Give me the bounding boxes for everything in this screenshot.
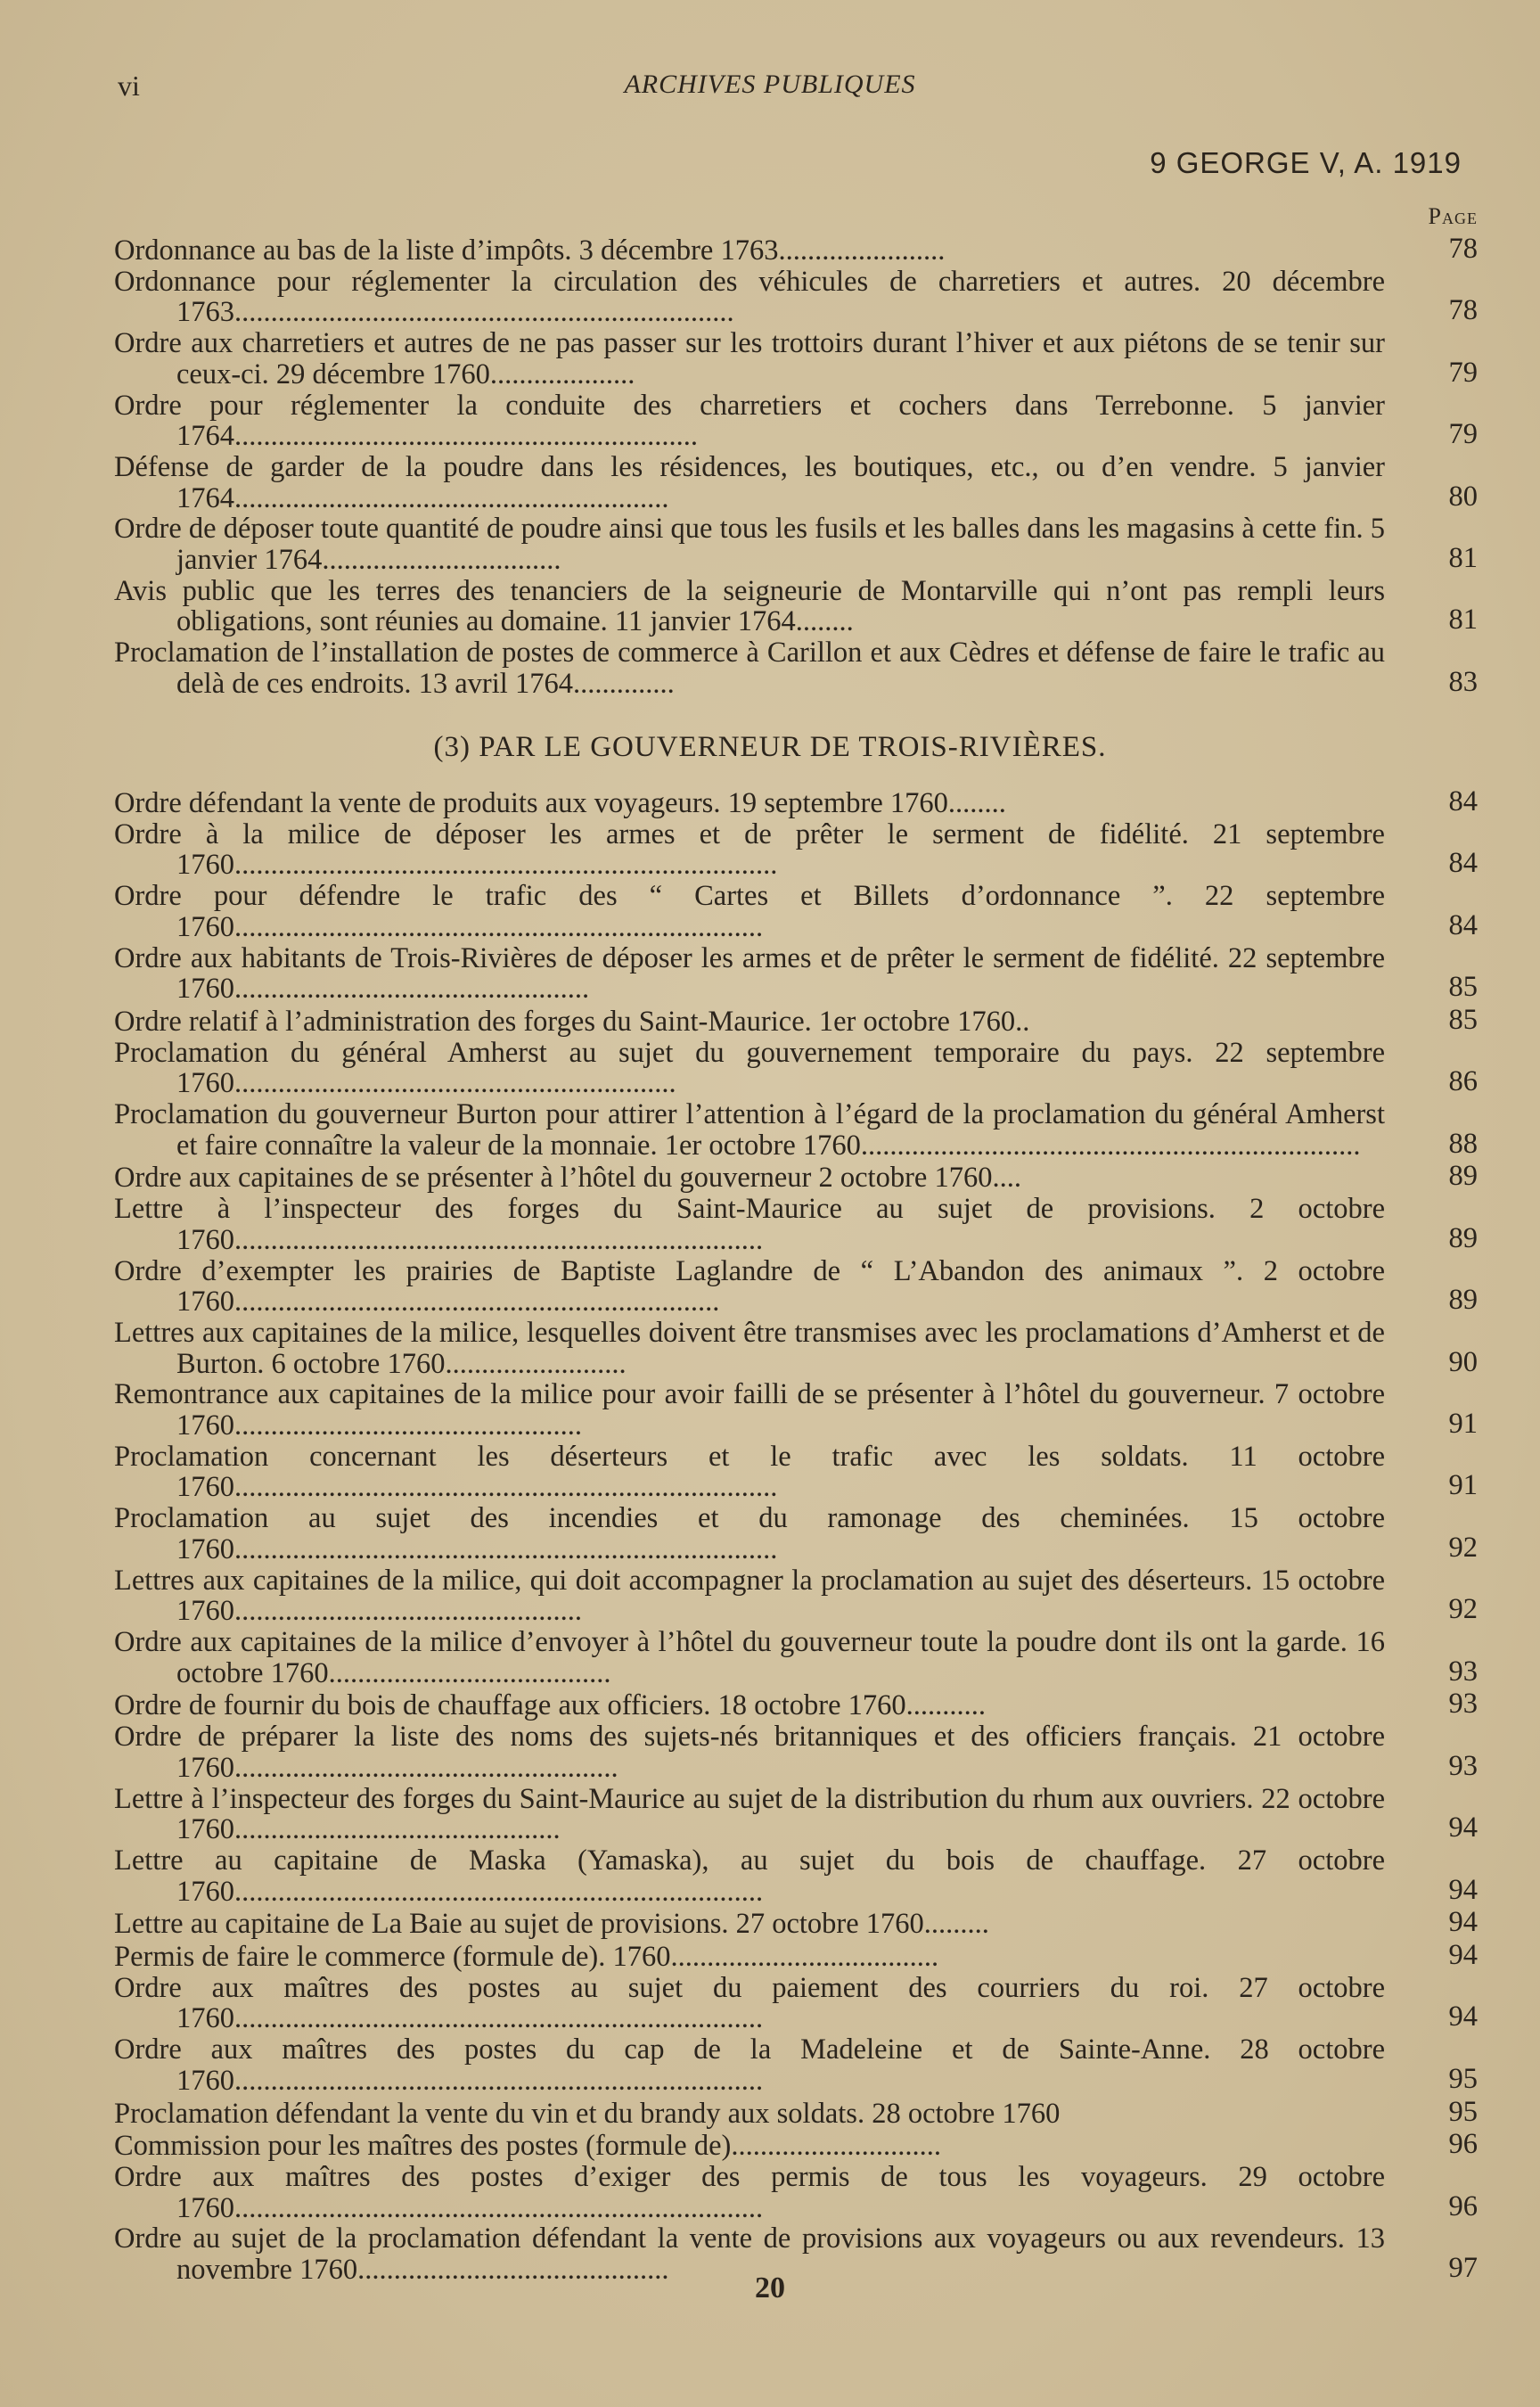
entry-page-number: 84 <box>1448 908 1478 941</box>
entry-page-number: 91 <box>1448 1469 1478 1502</box>
entry-text: Ordre à la milice de déposer les armes et de prêter le serment de fidélité. 21 septembre 1760........................................................................... <box>114 817 1385 882</box>
toc-entry <box>114 2129 1478 2162</box>
toc-entry <box>114 1721 1478 1783</box>
toc-entry <box>114 786 1478 819</box>
entry-text: Ordre défendant la vente de produits aux voyageurs. 19 septembre 1760........ <box>114 787 1006 819</box>
entry-page-number: 79 <box>1448 356 1478 389</box>
toc-entry <box>114 1005 1478 1038</box>
entry-page-number: 94 <box>1448 1939 1478 1972</box>
entry-page-number: 85 <box>1448 971 1478 1004</box>
entry-text: Ordre aux maîtres des postes d’exiger des permis de tous les voyageurs. 29 octobre 1760......................................................................... <box>114 2160 1385 2224</box>
entry-text: Ordre aux maîtres des postes au sujet du paiement des courriers du roi. 27 octobre 1760......................................................................... <box>114 1971 1385 2035</box>
toc-entry <box>114 2162 1478 2223</box>
entry-text: Ordre de fournir du bois de chauffage aux officiers. 18 octobre 1760........... <box>114 1689 987 1722</box>
entry-text: Proclamation de l’installation de postes de commerce à Carillon et aux Cèdres et défense de faire le trafic au delà de ces endroits. 13 avril 1764.............. <box>114 637 1385 700</box>
entries-list-first <box>114 234 1478 700</box>
entry-text: Lettre à l’inspecteur des forges du Saint-Maurice au sujet de provisions. 2 octobre 1760......................................................................... <box>114 1193 1385 1256</box>
entry-page-number: 93 <box>1448 1655 1478 1688</box>
entry-page-number: 95 <box>1448 2062 1478 2095</box>
entry-text: Proclamation concernant les déserteurs et le trafic avec les soldats. 11 octobre 1760........................................................................... <box>114 1440 1385 1504</box>
toc-entry <box>114 1318 1478 1379</box>
entry-text: Lettres aux capitaines de la milice, qui doit accompagner la proclamation au sujet des déserteurs. 15 octobre 1760................................................ <box>114 1564 1385 1628</box>
toc-entry <box>114 452 1478 513</box>
entry-page-number: 81 <box>1448 604 1478 637</box>
entry-page-number: 84 <box>1448 847 1478 880</box>
toc-entry <box>114 819 1478 881</box>
entry-text: Ordre aux maîtres des postes du cap de la Madeleine et de Sainte-Anne. 28 octobre 1760......................................................................... <box>114 2033 1385 2097</box>
entry-text: Ordre aux capitaines de se présenter à l’hôtel du gouverneur 2 octobre 1760.... <box>114 1162 1021 1195</box>
entry-text: Lettre à l’inspecteur des forges du Saint-Maurice au sujet de la distribution du rhum aux ouvriers. 22 octobre 1760............................................. <box>114 1782 1385 1846</box>
toc-entry <box>114 1688 1478 1721</box>
entry-page-number: 93 <box>1448 1688 1478 1721</box>
session-label: 9 GEORGE V, A. 1919 <box>1150 146 1462 179</box>
toc-entry <box>114 943 1478 1005</box>
entry-text: Ordre aux charretiers et autres de ne pas passer sur les trottoirs durant l’hiver et aux piétons de se tenir sur ceux-ci. 29 décembre 1760.................... <box>114 327 1385 390</box>
section-heading: (3) PAR LE GOUVERNEUR DE TROIS-RIVIÈRES. <box>433 731 1107 763</box>
entry-page-number: 94 <box>1448 1811 1478 1844</box>
entry-page-number: 94 <box>1448 1906 1478 1939</box>
toc-entry <box>114 1099 1478 1161</box>
toc-entry <box>114 576 1478 637</box>
entry-text: Lettre au capitaine de La Baie au sujet de provisions. 27 octobre 1760......... <box>114 1908 989 1941</box>
toc-entry <box>114 1627 1478 1688</box>
entry-text: Ordre pour défendre le trafic des “ Cartes et Billets d’ordonnance ”. 22 septembre 1760......................................................................... <box>114 880 1385 943</box>
toc-entry <box>114 881 1478 942</box>
footer-page-number: 20 <box>755 2271 785 2304</box>
entry-text: Ordre de déposer toute quantité de poudre ainsi que tous les fusils et les balles dans les magasins à cette fin. 5 janvier 1764................................. <box>114 513 1386 577</box>
entry-text: Permis de faire le commerce (formule de). 1760..................................... <box>114 1941 939 1974</box>
entry-page-number: 86 <box>1448 1065 1478 1098</box>
toc-entry <box>114 234 1478 267</box>
toc-entry <box>114 328 1478 390</box>
toc-entry <box>114 1565 1478 1627</box>
entry-text: Lettre au capitaine de Maska (Yamaska), au sujet du bois de chauffage. 27 octobre 1760......................................................................... <box>114 1844 1385 1908</box>
entry-page-number: 89 <box>1448 1284 1478 1317</box>
entry-text: Ordre au sujet de la proclamation défendant la vente de provisions aux voyageurs ou aux revendeurs. 13 novembre 1760........................................... <box>114 2222 1385 2287</box>
entry-page-number: 78 <box>1448 294 1478 327</box>
entry-page-number: 97 <box>1448 2252 1478 2285</box>
entry-page-number: 79 <box>1448 418 1478 451</box>
entry-text: Ordre de préparer la liste des noms des sujets-nés britanniques et des officiers français. 21 octobre 1760..................................................... <box>114 1721 1385 1784</box>
entry-page-number: 83 <box>1448 665 1478 698</box>
toc-entry <box>114 267 1478 328</box>
toc-entry <box>114 1442 1478 1503</box>
entry-page-number: 89 <box>1448 1221 1478 1254</box>
entries-list-second <box>114 786 1478 2286</box>
entry-text: Ordonnance pour réglementer la circulation des véhicules de charretiers et autres. 20 décembre 1763..................................................................... <box>114 265 1385 329</box>
entry-text: Remontrance aux capitaines de la milice pour avoir failli de se présenter à l’hôtel du gouverneur. 7 octobre 1760................................................ <box>114 1378 1385 1442</box>
toc-entry <box>114 1161 1478 1194</box>
toc-entry <box>114 1256 1478 1318</box>
entry-page-number: 85 <box>1448 1003 1478 1036</box>
entry-page-number: 78 <box>1448 233 1478 265</box>
entry-text: Commission pour les maîtres des postes (formule de)............................. <box>114 2130 941 2163</box>
toc-entry <box>114 1379 1478 1441</box>
entry-text: Ordre aux habitants de Trois-Rivières de déposer les armes et de prêter le serment de fidélité. 22 septembre 1760................................................. <box>114 941 1385 1006</box>
entry-page-number: 94 <box>1448 1873 1478 1906</box>
entry-text: Proclamation du général Amherst au sujet du gouvernement temporaire du pays. 22 septembre 1760............................................................. <box>114 1036 1385 1100</box>
entry-page-number: 80 <box>1448 480 1478 513</box>
page-column-label: Page <box>1428 203 1478 229</box>
entry-text: Proclamation défendant la vente du vin et du brandy aux soldats. 28 octobre 1760 <box>114 2097 1061 2130</box>
entry-page-number: 96 <box>1448 2189 1478 2222</box>
toc-entry <box>114 1784 1478 1845</box>
toc-entry <box>114 2034 1478 2096</box>
entry-text: Ordre pour réglementer la conduite des charretiers et cochers dans Terrebonne. 5 janvier 1764................................................................ <box>114 389 1385 453</box>
entry-text: Proclamation du gouverneur Burton pour attirer l’attention à l’égard de la proclamation du général Amherst et faire connaître la valeur de la monnaie. 1er octobre 1760..................................................................... <box>114 1098 1385 1162</box>
running-title: ARCHIVES PUBLIQUES <box>624 70 916 99</box>
toc-entry <box>114 390 1478 452</box>
entry-text: Proclamation au sujet des incendies et du ramonage des cheminées. 15 octobre 1760........................................................................... <box>114 1502 1385 1565</box>
toc-entry <box>114 1194 1478 1255</box>
entry-page-number: 91 <box>1448 1408 1478 1441</box>
entry-text: Avis public que les terres des tenanciers de la seigneurie de Montarville qui n’ont pas rempli leurs obligations, sont réunies au domaine. 11 janvier 1764........ <box>114 574 1385 638</box>
toc-entry <box>114 1845 1478 1907</box>
entry-page-number: 96 <box>1448 2128 1478 2161</box>
toc-entry <box>114 513 1478 575</box>
toc-entry <box>114 2097 1478 2130</box>
entry-page-number: 81 <box>1448 542 1478 575</box>
toc-entry <box>114 1907 1478 1940</box>
toc-entry <box>114 1503 1478 1565</box>
entry-text: Ordre aux capitaines de la milice d’envoyer à l’hôtel du gouverneur toute la poudre dont ils ont la garde. 16 octobre 1760....................................... <box>114 1625 1385 1689</box>
entry-page-number: 89 <box>1448 1160 1478 1193</box>
entry-page-number: 95 <box>1448 2095 1478 2128</box>
entry-page-number: 94 <box>1448 2000 1478 2033</box>
toc-entry <box>114 1038 1478 1099</box>
entry-page-number: 92 <box>1448 1531 1478 1564</box>
entry-page-number: 92 <box>1448 1593 1478 1626</box>
entry-text: Ordre d’exempter les prairies de Baptiste Laglandre de “ L’Abandon des animaux ”. 2 octobre 1760................................................................... <box>114 1254 1385 1319</box>
entry-text: Lettres aux capitaines de la milice, lesquelles doivent être transmises avec les proclamations d’Amherst et de Burton. 6 octobre 1760......................... <box>114 1316 1385 1380</box>
page-number-roman: vi <box>118 70 140 102</box>
toc-entry <box>114 1940 1478 1973</box>
entry-text: Ordonnance au bas de la liste d’impôts. 3 décembre 1763....................... <box>114 234 946 267</box>
entry-text: Ordre relatif à l’administration des forges du Saint-Maurice. 1er octobre 1760.. <box>114 1005 1030 1038</box>
entry-page-number: 90 <box>1448 1345 1478 1378</box>
entry-page-number: 93 <box>1448 1749 1478 1782</box>
entry-text: Défense de garder de la poudre dans les résidences, les boutiques, etc., ou d’en vendre. 5 janvier 1764............................................................ <box>114 450 1385 514</box>
entry-page-number: 84 <box>1448 785 1478 817</box>
entry-page-number: 88 <box>1448 1127 1478 1160</box>
toc-entry <box>114 1973 1478 2034</box>
toc-entry <box>114 637 1478 699</box>
